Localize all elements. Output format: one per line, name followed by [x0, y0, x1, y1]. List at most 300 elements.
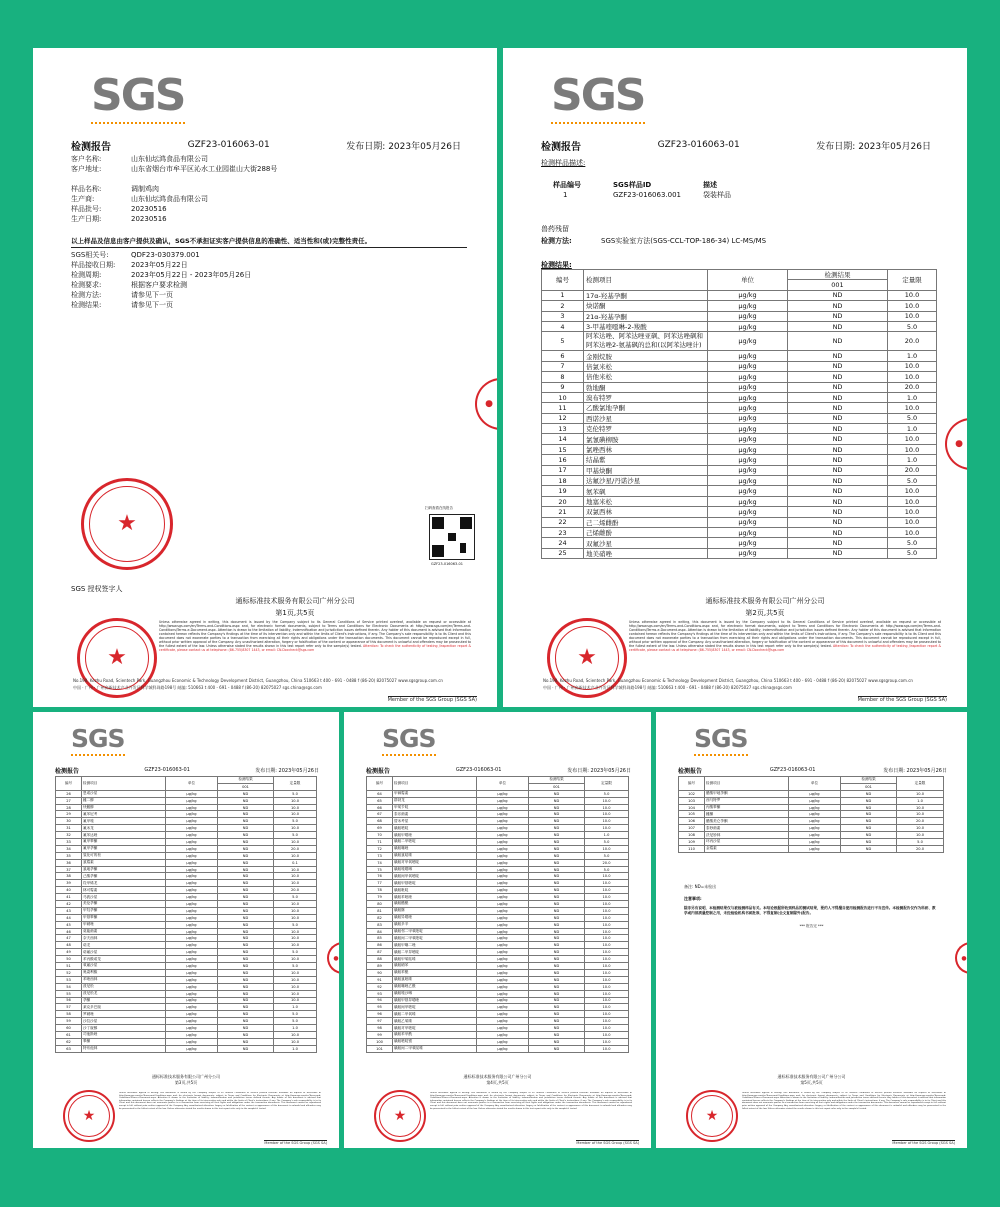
- item-result: ND: [218, 852, 274, 859]
- report-number: GZF23-016063-01: [657, 140, 740, 150]
- item-unit: μg/kg: [477, 790, 529, 797]
- company-seal: [81, 478, 173, 570]
- item-limit: 10.0: [585, 811, 629, 818]
- terms-fine-print: Unless otherwise agreed in writing, this document is issued by the Company subject to its General Conditions of Service printed overleaf, available on request or accessible at http://www.sgs.com/en/Terms-and-Conditions.aspx and, for electronic format documents, subject to Terms and Conditions for Electronic Documents at http://www.sgs.com/en/Terms-and-Conditions/Terms-e-Document.aspx. Attention is drawn to the limitation of liability, indemnification and jurisdiction issues defined therein. Any holder of this document is advised that information contained hereon reflects the Company's findings at the time of its intervention only and within the limits of Client's instructions, if any. The Company's sole responsibility is to its Client and this document does not exonerate parties to a transaction from exercising all their rights and obligations under the transaction documents. This document cannot be reproduced except in full, without prior written approval of the Company. Any unauthorized alteration, forgery or falsification of the content or appearance of this document is unlawful and offenders may be prosecuted to the fullest extent of the law. Unless otherwise stated the results shown in this test report refer only to the sample(s) tested. Attention: To check the authenticity of testing /inspection report & certificate, please contact us at telephone: (86-755)8307 1443, or email: CN.Doccheck@sgs.com: [629, 620, 941, 652]
- table-row: [56, 956, 317, 963]
- item-result: ND: [788, 413, 888, 423]
- item-result: ND: [218, 976, 274, 983]
- item-result: ND: [529, 997, 585, 1004]
- item-result: ND: [788, 455, 888, 465]
- terms-fine-print: Unless otherwise agreed in writing, this document is issued by the Company subject to its General Conditions of Service printed overleaf, available on request or accessible at http://www.sgs.com/en/Terms-and-Conditions.aspx and, for electronic format documents, subject to Terms and Conditions for Electronic Documents at http://www.sgs.com/en/Terms-and-Conditions/Terms-e-Document.aspx. Attention is drawn to the limitation of liability, indemnification and jurisdiction issues defined therein. Any holder of this document is advised that information contained hereon reflects the Company's findings at the time of its intervention only and within the limits of Client's instructions, if any. The Company's sole responsibility is to its Client and this document does not exonerate parties to a transaction from exercising all their rights and obligations under the transaction documents. This document cannot be reproduced except in full, without prior written approval of the Company. Any unauthorized alteration, forgery or falsification of the content or appearance of this document is unlawful and offenders may be prosecuted to the fullest extent of the law. Unless otherwise stated the results shown in this test report refer only to the sample(s) tested.: [742, 1092, 946, 1110]
- item-limit: 10.0: [585, 990, 629, 997]
- item-unit: μg/kg: [477, 963, 529, 970]
- item-result: ND: [841, 818, 897, 825]
- item-limit: 10.0: [585, 873, 629, 880]
- table-row: [367, 1045, 629, 1052]
- item-number: 69: [367, 825, 393, 832]
- item-number: 2: [542, 301, 584, 311]
- item-number: 72: [367, 845, 393, 852]
- table-row: [367, 921, 629, 928]
- item-result: ND: [218, 921, 274, 928]
- item-limit: 10.0: [888, 361, 937, 371]
- item-unit: μg/kg: [166, 887, 218, 894]
- receive-date: 2023年05月22日: [131, 261, 188, 269]
- item-number: 30: [56, 818, 82, 825]
- table-row: [56, 790, 317, 797]
- item-number: 17: [542, 465, 584, 475]
- report-page-5: [656, 712, 967, 1148]
- item-limit: 10.0: [274, 901, 317, 908]
- sgs-reference: QDF23-030379.001: [131, 251, 200, 259]
- item-limit: 10.0: [585, 907, 629, 914]
- item-limit: 5.0: [274, 818, 317, 825]
- item-unit: μg/kg: [708, 413, 788, 423]
- item-name: 达氟沙星/丹诺沙星: [584, 476, 708, 486]
- item-name: 睾酮: [82, 1038, 166, 1045]
- item-number: 54: [56, 983, 82, 990]
- method-row: 检测方法: SGS实验室方法(SGS-CCL-TOP-186-34) LC-MS/MS: [541, 236, 941, 246]
- item-limit: 20.0: [585, 859, 629, 866]
- item-name: 氟甲睾酮: [82, 839, 166, 846]
- table-row: [542, 392, 937, 402]
- table-row: [56, 880, 317, 887]
- item-unit: μg/kg: [708, 424, 788, 434]
- table-row: [367, 949, 629, 956]
- item-limit: 1.0: [274, 1045, 317, 1052]
- table-row: [367, 1011, 629, 1018]
- table-row: [56, 866, 317, 873]
- table-row: [542, 372, 937, 382]
- item-result: ND: [788, 444, 888, 454]
- member-line: Member of the SGS Group (SGS SA): [387, 697, 477, 703]
- table-row: [367, 790, 629, 797]
- table-row: [367, 880, 629, 887]
- item-limit: 5.0: [888, 548, 937, 558]
- results-table: 编号 检测项目 单位 检测结果 定量限 001 26 恩诺沙星 μg/kg ND 5.0 27 雌二醇 μg/kg ND 10.0 28 炔雌醇 μg/kg ND 10.0 29 氟苯尼考 μg/kg ND 10.0 30 氟甲喹 μg/kg ND 5.0 31 氟米龙 μg/kg ND 10.0 32 氟苯达唑 μg/kg ND 5.0 33 氟甲睾酮 μg/kg ND 10.0 34 氟甲孕酮 μg/kg ND 20.0 35 氢化可的松 μg/kg ND 10.0 36 氯霉素 μg/kg ND 0.1 37 氯地孕酮 μg/kg ND 10.0 38 己酸孕酮 μg/kg ND 10.0 39 羟甲烯龙 μg/kg ND 10.0 40 林可霉素 μg/kg ND 20.0 41 马波沙星 μg/kg ND 5.0 42 美伦孕酮 μg/kg ND 10.0 43 甲羟孕酮 μg/kg ND 10.0 44 甲基睾酮 μg/kg ND 10.0 45 甲硝唑 μg/kg ND 5.0 46 莫能菌素 μg/kg ND 10.0 47 奈夫西林 μg/kg ND 10.0 48 诺龙 μg/kg ND 10.0 49 诺氟沙星 μg/kg ND 5.0 50 苯丙酸诺龙 μg/kg ND 10.0 51 氧氟沙星 μg/kg ND 5.0 52 奥索利酸 μg/kg ND 10.0 53 苯唑西林 μg/kg ND 10.0 54 泼尼松 μg/kg ND 10.0 55 泼尼松龙 μg/kg ND 10.0 56 孕酮 μg/kg ND 10.0 57 莱克多巴胺 μg/kg ND 1.0 58 罗硝唑 μg/kg ND 5.0 59 沙拉沙星 μg/kg ND 5.0 60 沙丁胺醇 μg/kg ND 1.0 61 司他斯唑 μg/kg ND 10.0 62 睾酮 μg/kg ND 10.0 63 特布他林 μg/kg ND 1.0: [55, 776, 317, 1053]
- item-number: 29: [56, 811, 82, 818]
- page-number: 第4页,共5页: [486, 1080, 509, 1085]
- item-limit: 10.0: [274, 866, 317, 873]
- item-limit: 10.0: [897, 790, 944, 797]
- item-name: 倍氯米松: [584, 361, 708, 371]
- item-unit: μg/kg: [477, 907, 529, 914]
- item-name: 醋酸甲地孕酮: [705, 790, 789, 797]
- item-unit: μg/kg: [166, 1004, 218, 1011]
- item-limit: 10.0: [274, 880, 317, 887]
- item-unit: μg/kg: [166, 1011, 218, 1018]
- item-result: ND: [218, 859, 274, 866]
- table-row: [542, 403, 937, 413]
- item-unit: μg/kg: [708, 382, 788, 392]
- item-limit: 5.0: [274, 790, 317, 797]
- item-unit: μg/kg: [708, 311, 788, 321]
- item-unit: μg/kg: [166, 1031, 218, 1038]
- item-name: 罗硝唑: [82, 1011, 166, 1018]
- item-number: 45: [56, 921, 82, 928]
- item-unit: μg/kg: [477, 1025, 529, 1032]
- item-limit: 10.0: [897, 825, 944, 832]
- table-row: [367, 956, 629, 963]
- item-limit: 10.0: [274, 1031, 317, 1038]
- item-name: 21α-羟基孕酮: [584, 311, 708, 321]
- table-row: [367, 997, 629, 1004]
- item-number: 78: [367, 887, 393, 894]
- table-row: [56, 901, 317, 908]
- item-result: ND: [529, 942, 585, 949]
- item-number: 43: [56, 907, 82, 914]
- item-result: ND: [788, 465, 888, 475]
- item-number: 92: [367, 983, 393, 990]
- item-result: ND: [218, 818, 274, 825]
- item-result: ND: [788, 527, 888, 537]
- item-result: ND: [529, 949, 585, 956]
- item-unit: μg/kg: [708, 548, 788, 558]
- item-result: ND: [788, 486, 888, 496]
- item-unit: μg/kg: [477, 1038, 529, 1045]
- item-number: 24: [542, 538, 584, 548]
- item-name: 莱克多巴胺: [82, 1004, 166, 1011]
- item-limit: 10.0: [897, 804, 944, 811]
- item-result: ND: [788, 382, 888, 392]
- item-result: ND: [788, 290, 888, 300]
- side-seal: ●: [327, 942, 339, 974]
- item-result: ND: [218, 797, 274, 804]
- table-row: [367, 839, 629, 846]
- item-number: 73: [367, 852, 393, 859]
- item-name: 磺胺脒: [393, 907, 477, 914]
- item-number: 37: [56, 866, 82, 873]
- address-cn: 中国 · 广州 · 广州高新技术产业开发区科学城科珠路198号 邮编: 510663 t 400 - 691 - 0488 f (86-20) 82075027 sgs.china@sgs.com: [73, 685, 322, 690]
- item-number: 55: [56, 990, 82, 997]
- side-seal: ●: [475, 378, 497, 430]
- item-name: 氯地孕酮: [82, 866, 166, 873]
- sgs-logo: SGS: [382, 726, 436, 756]
- table-row: [56, 839, 317, 846]
- page-number: 第1页,共5页: [275, 609, 315, 617]
- item-number: 50: [56, 956, 82, 963]
- table-row: [367, 845, 629, 852]
- item-result: ND: [218, 832, 274, 839]
- item-result: ND: [218, 956, 274, 963]
- item-name: 苯丙酸诺龙: [82, 956, 166, 963]
- report-title: 检测报告: [71, 141, 111, 153]
- item-number: 60: [56, 1025, 82, 1032]
- table-row: [367, 990, 629, 997]
- table-row: [542, 361, 937, 371]
- report-header: [71, 138, 461, 152]
- item-number: 49: [56, 949, 82, 956]
- item-result: ND: [218, 825, 274, 832]
- item-number: 87: [367, 949, 393, 956]
- item-limit: 5.0: [274, 963, 317, 970]
- item-name: 磺胺二甲嘧啶: [393, 839, 477, 846]
- item-unit: μg/kg: [166, 928, 218, 935]
- item-number: 64: [367, 790, 393, 797]
- item-name: 磺胺对甲嘧啶: [393, 1025, 477, 1032]
- item-number: 9: [542, 382, 584, 392]
- item-result: ND: [529, 990, 585, 997]
- item-limit: 20.0: [888, 382, 937, 392]
- item-unit: μg/kg: [166, 983, 218, 990]
- item-number: 103: [679, 797, 705, 804]
- table-row: [367, 873, 629, 880]
- item-name: 磺胺喹沙啉: [393, 990, 477, 997]
- item-name: 替米考星: [393, 818, 477, 825]
- item-number: 89: [367, 963, 393, 970]
- results-table: 编号 检测项目 单位 检测结果 定量限 001 64 甲砜霉素 μg/kg ND 5.0 65 群勃龙 μg/kg ND 10.0 66 甲氧苄啶 μg/kg ND 10.0 67 泰乐菌素 μg/kg ND 10.0 68 替米考星 μg/kg ND 10.0 69 磺胺嘧啶 μg/kg ND 10.0 70 磺胺甲噁唑 μg/kg ND 1.0 71 磺胺二甲嘧啶 μg/kg ND 5.0 72 磺胺噻唑 μg/kg ND 10.0 73 磺胺氯哒嗪 μg/kg ND 5.0 74 磺胺对甲氧嘧啶 μg/kg ND 20.0 75 磺胺喹噁啉 μg/kg ND 5.0 76 磺胺间甲氧嘧啶 μg/kg ND 10.0 77 磺胺甲基嘧啶 μg/kg ND 10.0 78 磺胺吡啶 μg/kg ND 10.0 79 磺胺苯吡唑 μg/kg ND 10.0 80 磺胺醋酰 μg/kg ND 10.0 81 磺胺脒 μg/kg ND 10.0 82 磺胺异噁唑 μg/kg ND 10.0 83 磺胺多辛 μg/kg ND 10.0 84 磺胺邻二甲氧嘧啶 μg/kg ND 10.0 85 磺胺间二甲氧嘧啶 μg/kg ND 10.0 86 磺胺甲噻二唑 μg/kg ND 10.0 87 磺胺二甲异嘧啶 μg/kg ND 10.0 88 磺胺甲氧哒嗪 μg/kg ND 10.0 89 磺胺硝苯 μg/kg ND 10.0 90 磺胺苯酰 μg/kg ND 10.0 91 磺胺氯吡嗪 μg/kg ND 10.0 92 磺胺噻唑乙酰 μg/kg ND 10.0 93 磺胺喹沙啉 μg/kg ND 10.0 94 磺胺甲基异噁唑 μg/kg ND 10.0 95 磺胺间甲嘧啶 μg/kg ND 10.0 96 磺胺二甲氧嗪 μg/kg ND 10.0 97 磺胺乙氧嗪 μg/kg ND 10.0 98 磺胺对甲嘧啶 μg/kg ND 10.0 99 磺胺苯甲酰 μg/kg ND 10.0 100 磺胺嘧啶银 μg/kg ND 10.0 101 磺胺间二甲氧哒嗪 μg/kg ND 10.0: [366, 776, 629, 1053]
- item-unit: μg/kg: [166, 1025, 218, 1032]
- item-number: 53: [56, 976, 82, 983]
- sample-desc-label: 检测样品描述:: [541, 159, 586, 167]
- item-number: 16: [542, 455, 584, 465]
- item-limit: 10.0: [585, 901, 629, 908]
- item-name: 磺胺间二甲氧嘧啶: [393, 935, 477, 942]
- item-unit: μg/kg: [166, 873, 218, 880]
- item-limit: 5.0: [274, 949, 317, 956]
- item-name: 磺胺嘧啶: [393, 825, 477, 832]
- item-limit: 1.0: [274, 1004, 317, 1011]
- results-table: 编号 检测项目 单位 检测结果 定量限 001 1 17α-羟基孕酮 μg/kg ND 10.0 2 炔诺酮 μg/kg ND 10.0 3 21α-羟基孕酮 μg/kg ND 10.0 4 3-甲基喹噁啉-2-羧酸 μg/kg ND 5.0 5 阿苯达唑、阿苯达唑亚砜、阿苯达唑砜和阿苯达唑2-氨基砜的总和(以阿苯达唑计) μg/kg ND 20.0 6 金刚烷胺 μg/kg ND 1.0 7 倍氯米松 μg/kg ND 10.0 8 倍他米松 μg/kg ND 10.0 9 勃地酮 μg/kg ND 20.0 10 溴布特罗 μg/kg ND 1.0 11 乙酸氯地孕酮 μg/kg ND 10.0 12 西诺沙星 μg/kg ND 5.0 13 克伦特罗 μg/kg ND 1.0 14 氯氰碘柳胺 μg/kg ND 10.0 15 氯唑西林 μg/kg ND 10.0 16 结晶紫 μg/kg ND 1.0 17 甲基炔酮 μg/kg ND 20.0 18 达氟沙星/丹诺沙星 μg/kg ND 5.0 19 氨苯砜 μg/kg ND 10.0 20 地塞米松 μg/kg ND 10.0 21 双氯西林 μg/kg ND 10.0 22 己二烯雌酚 μg/kg ND 10.0 23 己烯雌酚 μg/kg ND 10.0 24 双氟沙星 μg/kg ND 5.0 25 地美硝唑 μg/kg ND 5.0: [541, 269, 937, 559]
- item-result: ND: [788, 424, 888, 434]
- item-number: 104: [679, 804, 705, 811]
- item-unit: μg/kg: [477, 1045, 529, 1052]
- item-result: ND: [788, 332, 888, 351]
- item-result: ND: [529, 887, 585, 894]
- footer-company: 通标标准技术服务有限公司广州分公司: [705, 597, 825, 605]
- item-limit: 10.0: [888, 311, 937, 321]
- table-row: [367, 907, 629, 914]
- item-name: 磺胺硝苯: [393, 963, 477, 970]
- item-name: 孕酮: [82, 997, 166, 1004]
- table-row: [542, 444, 937, 454]
- item-limit: 20.0: [274, 845, 317, 852]
- item-unit: μg/kg: [708, 321, 788, 331]
- inspection-seal: [686, 1090, 738, 1142]
- table-row: [56, 997, 317, 1004]
- item-number: 83: [367, 921, 393, 928]
- category: 兽药残留: [541, 225, 569, 233]
- table-row: [367, 859, 629, 866]
- item-limit: 5.0: [585, 790, 629, 797]
- table-row: [679, 825, 944, 832]
- item-number: 66: [367, 804, 393, 811]
- item-limit: 10.0: [274, 839, 317, 846]
- authorized-signer: SGS 授权签字人: [71, 585, 123, 593]
- item-limit: 10.0: [274, 852, 317, 859]
- item-result: ND: [218, 907, 274, 914]
- note: 备注: ND=未检出: [684, 884, 717, 889]
- page-number: 第2页,共5页: [745, 609, 785, 617]
- item-number: 108: [679, 832, 705, 839]
- table-row: [367, 1038, 629, 1045]
- item-limit: 10.0: [585, 969, 629, 976]
- item-name: 磺胺二甲异嘧啶: [393, 949, 477, 956]
- item-limit: 5.0: [888, 413, 937, 423]
- item-result: ND: [529, 839, 585, 846]
- item-limit: 20.0: [897, 845, 944, 852]
- table-row: [679, 818, 944, 825]
- item-unit: μg/kg: [166, 790, 218, 797]
- item-unit: μg/kg: [477, 1011, 529, 1018]
- item-limit: 10.0: [274, 907, 317, 914]
- table-row: [56, 825, 317, 832]
- item-number: 61: [56, 1031, 82, 1038]
- results-table: 编号 检测项目 单位 检测结果 定量限 001 102 醋酸甲地孕酮 μg/kg ND 10.0 103 西马特罗 μg/kg ND 1.0 104 丙酸睾酮 μg/kg ND 10.0 105 雌酮 μg/kg ND 10.0 106 醋酸美仑孕酮 μg/kg ND 20.0 107 泰妙菌素 μg/kg ND 10.0 108 沃尼妙林 μg/kg ND 10.0 109 环丙沙星 μg/kg ND 5.0 110 金霉素 μg/kg ND 20.0: [678, 776, 944, 853]
- item-name: 泼尼松: [82, 983, 166, 990]
- item-result: ND: [529, 1018, 585, 1025]
- table-row: [367, 928, 629, 935]
- item-name: 司他斯唑: [82, 1031, 166, 1038]
- table-row: [542, 496, 937, 506]
- item-limit: 10.0: [274, 983, 317, 990]
- item-limit: 10.0: [585, 942, 629, 949]
- item-unit: μg/kg: [477, 921, 529, 928]
- item-unit: μg/kg: [166, 921, 218, 928]
- item-number: 42: [56, 901, 82, 908]
- item-name: 氟苯达唑: [82, 832, 166, 839]
- item-number: 101: [367, 1045, 393, 1052]
- item-result: ND: [841, 839, 897, 846]
- item-number: 107: [679, 825, 705, 832]
- item-unit: μg/kg: [708, 361, 788, 371]
- table-row: [56, 963, 317, 970]
- item-name: 氯氰碘柳胺: [584, 434, 708, 444]
- item-unit: μg/kg: [477, 976, 529, 983]
- item-limit: 1.0: [888, 351, 937, 361]
- item-result: ND: [529, 956, 585, 963]
- item-number: 84: [367, 928, 393, 935]
- report-header: [678, 766, 947, 774]
- table-row: [367, 832, 629, 839]
- item-unit: μg/kg: [708, 517, 788, 527]
- item-unit: μg/kg: [708, 465, 788, 475]
- report-page-2: [503, 48, 967, 707]
- item-limit: 5.0: [274, 921, 317, 928]
- item-unit: μg/kg: [708, 392, 788, 402]
- item-name: 乙酸氯地孕酮: [584, 403, 708, 413]
- remarks: 除非另有说明，本检测结果仅与被检测样品有关。本结论根据所收到样品的测试结果，要约人不得擅自使用检测报告进行不当宣传。本检测报告仅作为科研、教学或内部质量控制之用，未经检验机构书面批准，不得复制(全文复制除外)报告。: [684, 906, 936, 915]
- item-result: ND: [218, 963, 274, 970]
- item-limit: 10.0: [274, 811, 317, 818]
- report-title: 检测报告: [678, 767, 703, 775]
- item-number: 90: [367, 969, 393, 976]
- client-address: 山东省烟台市牟平区沁水工业园崔山大街288号: [131, 165, 278, 173]
- item-number: 7: [542, 361, 584, 371]
- qr-code[interactable]: [429, 514, 475, 560]
- item-number: 59: [56, 1018, 82, 1025]
- table-row: [367, 969, 629, 976]
- item-result: ND: [218, 1018, 274, 1025]
- item-unit: μg/kg: [166, 845, 218, 852]
- table-row: [56, 852, 317, 859]
- item-number: 106: [679, 818, 705, 825]
- qr-code-label: GZF23-016063-01: [431, 562, 463, 566]
- report-header: [541, 138, 931, 152]
- side-seal: ●: [955, 942, 967, 974]
- item-name: 丙酸睾酮: [705, 804, 789, 811]
- method: SGS实验室方法(SGS-CCL-TOP-186-34) LC-MS/MS: [601, 237, 767, 245]
- item-limit: 10.0: [585, 935, 629, 942]
- item-unit: μg/kg: [477, 866, 529, 873]
- results-label: 检测结果:: [541, 261, 572, 269]
- test-requirement: 根据客户要求检测: [131, 281, 187, 289]
- item-unit: μg/kg: [789, 790, 841, 797]
- item-name: 磺胺乙氧嗪: [393, 1018, 477, 1025]
- star-icon: ★: [82, 1108, 96, 1124]
- item-unit: μg/kg: [477, 852, 529, 859]
- member-line: Member of the SGS Group (SGS SA): [576, 1141, 639, 1145]
- item-unit: μg/kg: [166, 963, 218, 970]
- item-unit: μg/kg: [708, 444, 788, 454]
- table-row: [679, 804, 944, 811]
- table-row: [367, 1031, 629, 1038]
- item-result: ND: [529, 804, 585, 811]
- item-name: 磺胺醋酰: [393, 901, 477, 908]
- item-number: 93: [367, 990, 393, 997]
- item-result: ND: [218, 811, 274, 818]
- item-limit: 0.1: [274, 859, 317, 866]
- item-number: 86: [367, 942, 393, 949]
- page-number: 第5页,共5页: [800, 1080, 823, 1085]
- item-result: ND: [529, 797, 585, 804]
- item-name: 甲硝唑: [82, 921, 166, 928]
- address-cn: 中国 · 广州 · 广州高新技术产业开发区科学城科珠路198号 邮编: 510663 t 400 - 691 - 0488 f (86-20) 82075027 sgs.china@sgs.com: [543, 685, 792, 690]
- item-name: 磺胺多辛: [393, 921, 477, 928]
- table-row: [367, 887, 629, 894]
- item-number: 8: [542, 372, 584, 382]
- manufacturer: 山东仙坛鸿食品有限公司: [131, 195, 208, 203]
- item-limit: 1.0: [888, 424, 937, 434]
- item-result: ND: [841, 811, 897, 818]
- item-limit: 10.0: [585, 797, 629, 804]
- item-result: ND: [218, 997, 274, 1004]
- item-unit: μg/kg: [477, 859, 529, 866]
- item-result: ND: [788, 517, 888, 527]
- item-limit: 10.0: [585, 1004, 629, 1011]
- item-limit: 5.0: [585, 839, 629, 846]
- table-row: [367, 852, 629, 859]
- item-unit: μg/kg: [477, 804, 529, 811]
- item-limit: 10.0: [274, 969, 317, 976]
- item-result: ND: [841, 790, 897, 797]
- item-unit: μg/kg: [477, 990, 529, 997]
- item-unit: μg/kg: [477, 949, 529, 956]
- item-result: ND: [788, 538, 888, 548]
- table-row: [56, 818, 317, 825]
- item-result: ND: [218, 887, 274, 894]
- table-row: [56, 1025, 317, 1032]
- item-name: 甲羟孕酮: [82, 907, 166, 914]
- item-result: ND: [788, 507, 888, 517]
- item-number: 98: [367, 1025, 393, 1032]
- item-number: 5: [542, 332, 584, 351]
- item-result: ND: [218, 866, 274, 873]
- table-row: [542, 465, 937, 475]
- item-limit: 10.0: [888, 372, 937, 382]
- table-row: [56, 907, 317, 914]
- table-row: [367, 983, 629, 990]
- table-row: [542, 476, 937, 486]
- item-result: ND: [218, 983, 274, 990]
- item-name: 磺胺苯吡唑: [393, 894, 477, 901]
- table-row: [542, 290, 937, 300]
- table-row: [56, 990, 317, 997]
- table-row: [56, 894, 317, 901]
- item-number: 47: [56, 935, 82, 942]
- item-unit: μg/kg: [708, 507, 788, 517]
- item-limit: 10.0: [274, 935, 317, 942]
- item-number: 39: [56, 880, 82, 887]
